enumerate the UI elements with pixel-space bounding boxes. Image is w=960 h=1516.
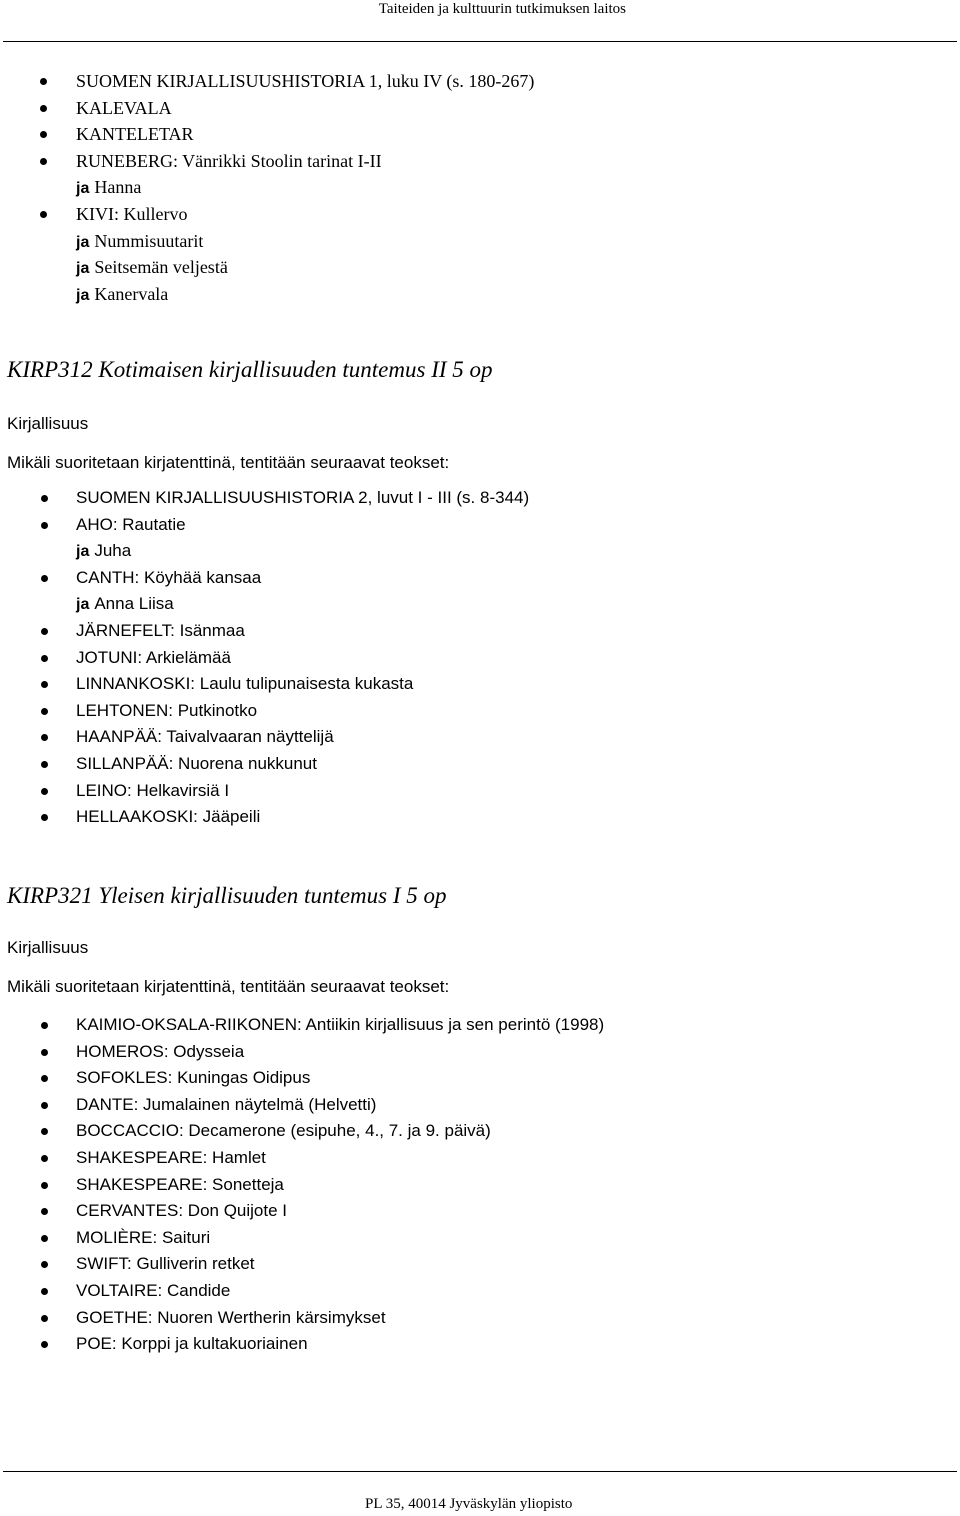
conjunction-prefix: ja [76,180,90,198]
list-item [0,751,529,778]
list-item [0,174,534,201]
list-item [0,1225,604,1252]
conjunction-prefix: ja [76,286,90,304]
book-list-previous [0,68,534,307]
book-title: Anna Liisa [94,594,174,614]
book-title: MOLIÈRE: Saituri [76,1227,211,1247]
list-item [0,228,534,255]
bullet-icon [41,761,48,768]
bullet-icon [41,1261,48,1268]
list-item [0,645,529,672]
list-item [0,281,534,308]
header-institution: Taiteiden ja kulttuurin tutkimuksen laitos [378,1,626,17]
bullet-icon [41,788,48,795]
list-item [0,1331,604,1358]
book-title: HELLAAKOSKI: Jääpeili [76,807,261,827]
exam-instruction: Mikäli suoritetaan kirjatenttinä, tentitään seuraavat teokset: [7,977,450,996]
list-item [0,591,529,618]
list-item [0,804,529,831]
list-item [0,1039,604,1066]
book-title: Hanna [94,177,142,198]
book-title: JOTUNI: Arkielämää [76,647,231,667]
book-title: SHAKESPEARE: Hamlet [76,1147,266,1167]
bullet-icon [41,575,48,582]
book-title: VOLTAIRE: Candide [76,1280,231,1300]
conjunction-prefix: ja [76,260,90,278]
list-item [0,1305,604,1332]
bullet-icon [41,1102,48,1109]
list-item [0,618,529,645]
bullet-icon [41,1341,48,1348]
list-item [0,148,534,175]
list-item [0,1145,604,1172]
book-title: KIVI: Kullervo [76,203,188,224]
bullet-icon [40,158,47,165]
list-item [0,1198,604,1225]
bullet-icon [41,1022,48,1029]
list-item [0,538,529,565]
bullet-icon [41,522,48,529]
bullet-icon [41,814,48,821]
book-title: SOFOKLES: Kuningas Oidipus [76,1068,311,1088]
conjunction-prefix: ja [76,596,90,614]
exam-instruction: Mikäli suoritetaan kirjatenttinä, tentitään seuraavat teokset: [7,453,450,472]
bullet-icon [41,628,48,635]
book-title: LEINO: Helkavirsiä I [76,780,230,800]
list-item [0,121,534,148]
book-title: Seitsemän veljestä [94,257,228,278]
bullet-icon [41,1315,48,1322]
book-title: SWIFT: Gulliverin retket [76,1254,255,1274]
book-title: AHO: Rautatie [76,514,186,534]
section-label-kirjallisuus: Kirjallisuus [7,414,89,433]
bullet-icon [41,1288,48,1295]
bullet-icon [41,1049,48,1056]
footer-divider [3,1471,957,1472]
book-title: LINNANKOSKI: Laulu tulipunaisesta kukasta [76,674,414,694]
bullet-icon [41,1155,48,1162]
list-item [0,671,529,698]
bullet-icon [41,1235,48,1242]
book-title: POE: Korppi ja kultakuoriainen [76,1334,308,1354]
bullet-icon [41,1075,48,1082]
bullet-icon [41,1208,48,1215]
footer-address: PL 35, 40014 Jyväskylän yliopisto [365,1496,573,1512]
book-title: HAANPÄÄ: Taivalvaaran näyttelijä [76,727,334,747]
book-title: SILLANPÄÄ: Nuorena nukkunut [76,753,317,773]
book-title: Juha [94,541,132,561]
bullet-icon [40,78,47,85]
book-title: SHAKESPEARE: Sonetteja [76,1174,284,1194]
book-title: HOMEROS: Odysseia [76,1041,245,1061]
list-item [0,1172,604,1199]
book-title: GOETHE: Nuoren Wertherin kärsimykset [76,1307,386,1327]
book-title: LEHTONEN: Putkinotko [76,700,258,720]
list-item [0,512,529,539]
course-title-kirp312: KIRP312 Kotimaisen kirjallisuuden tuntemus II 5 op [7,357,493,382]
book-title: SUOMEN KIRJALLISUUSHISTORIA 2, luvut I - III (s. 8-344) [76,488,530,507]
book-list-kirp312 [0,485,529,831]
bullet-icon [41,655,48,662]
book-title: Kanervala [94,283,169,304]
book-title: KAIMIO-OKSALA-RIIKONEN: Antiikin kirjallisuus ja sen perintö (1998) [76,1015,605,1034]
bullet-icon [41,1128,48,1135]
book-title: Nummisuutarit [94,230,204,251]
book-title: JÄRNEFELT: Isänmaa [76,620,245,640]
book-title: CERVANTES: Don Quijote I [76,1201,288,1221]
bullet-icon [40,131,47,138]
bullet-icon [41,708,48,715]
list-item [0,1251,604,1278]
book-list-kirp321 [0,1012,604,1358]
list-item [0,201,534,228]
list-item [0,698,529,725]
list-item [0,254,534,281]
conjunction-prefix: ja [76,233,90,251]
list-item [0,485,529,512]
bullet-icon [41,495,48,502]
book-title: BOCCACCIO: Decamerone (esipuhe, 4., 7. ja 9. päivä) [76,1121,491,1141]
list-item [0,1065,604,1092]
header-divider [3,41,957,42]
book-title: DANTE: Jumalainen näytelmä (Helvetti) [76,1094,377,1114]
conjunction-prefix: ja [76,543,90,561]
book-title: KANTELETAR [76,124,194,145]
list-item [0,565,529,592]
list-item [0,1092,604,1119]
course-title-kirp321: KIRP321 Yleisen kirjallisuuden tuntemus I 5 op [7,883,447,908]
book-title: SUOMEN KIRJALLISUUSHISTORIA 1, luku IV (s. 180-267) [76,71,535,91]
book-title: RUNEBERG: Vänrikki Stoolin tarinat I-II [76,150,382,171]
list-item [0,68,534,95]
list-item [0,1012,604,1039]
list-item [0,1118,604,1145]
list-item [0,95,534,122]
bullet-icon [41,681,48,688]
book-title: CANTH: Köyhää kansaa [76,567,262,587]
section-label-kirjallisuus: Kirjallisuus [7,938,89,957]
list-item [0,1278,604,1305]
bullet-icon [40,105,47,112]
book-title: KALEVALA [76,97,172,118]
bullet-icon [40,211,47,218]
list-item [0,724,529,751]
bullet-icon [41,1182,48,1189]
bullet-icon [41,734,48,741]
list-item [0,778,529,805]
